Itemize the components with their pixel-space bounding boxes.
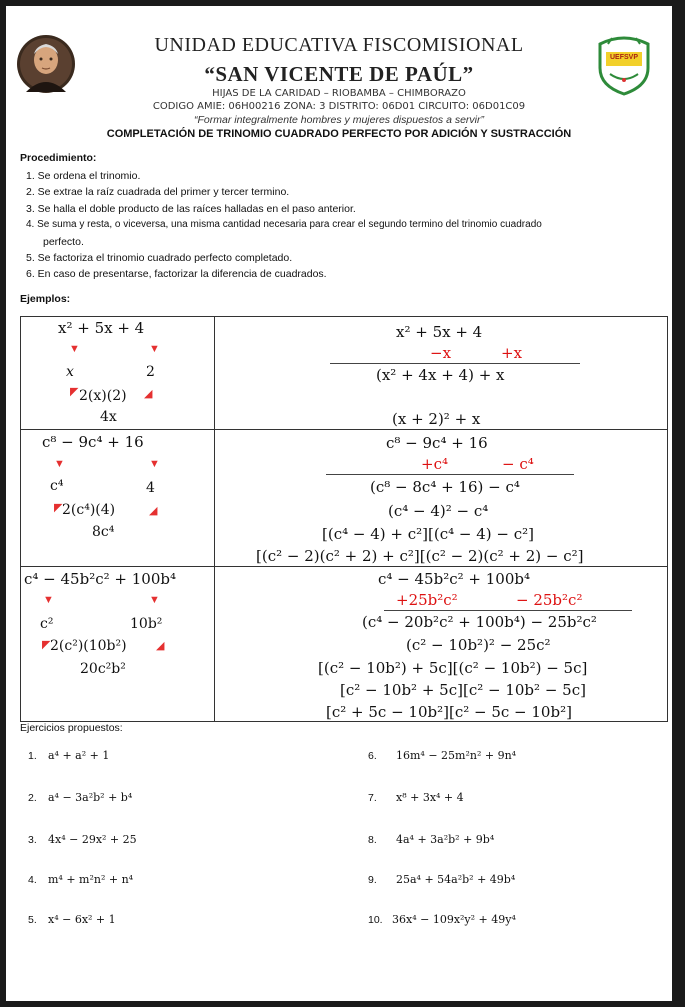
examples-row-divider-2 bbox=[20, 566, 667, 567]
ex1-root-1: x bbox=[66, 364, 74, 380]
examples-row-divider-1 bbox=[20, 429, 667, 430]
exercise-num-6: 6. bbox=[368, 750, 377, 762]
ex1-arrow-d: ◢ bbox=[144, 388, 153, 400]
ex1-r-result: (x + 2)² + x bbox=[392, 410, 481, 428]
exercise-expr-7: x⁸ + 3x⁴ + 4 bbox=[396, 791, 464, 804]
exercise-num-3: 3. bbox=[28, 834, 37, 846]
procedure-step-4: 4. Se suma y resta, o viceversa, una misma cantidad necesaria para crear el segundo termino del trinomio cuadrado bbox=[26, 219, 542, 230]
ex3-trinomial: c⁴ − 45b²c² + 100b⁴ bbox=[24, 570, 176, 588]
ex3-r-expanded: [c² − 10b² + 5c][c² − 10b² − 5c] bbox=[340, 681, 586, 699]
procedure-step-5: 5. Se factoriza el trinomio cuadrado perfecto completado. bbox=[26, 252, 293, 264]
exercise-expr-8: 4a⁴ + 3a²b² + 9b⁴ bbox=[396, 833, 495, 846]
ex2-root-2: 4 bbox=[146, 480, 155, 496]
ex2-root-1: c⁴ bbox=[50, 478, 64, 494]
procedure-step-6: 6. En caso de presentarse, factorizar la diferencia de cuadrados. bbox=[26, 268, 327, 280]
ex1-r-sub: −x bbox=[430, 344, 452, 362]
ex2-r-difference: [(c⁴ − 4) + c²][(c⁴ − 4) − c²] bbox=[322, 525, 534, 543]
ex3-root-1: c² bbox=[40, 616, 54, 632]
logo-text: UEFSVP bbox=[609, 54, 638, 61]
exercise-num-7: 7. bbox=[368, 792, 377, 804]
ex3-double-product: 2(c²)(10b²) bbox=[50, 638, 127, 654]
exercise-num-8: 8. bbox=[368, 834, 377, 846]
ex3-r-square: (c² − 10b²)² − 25c² bbox=[406, 636, 551, 654]
exercise-num-5: 5. bbox=[28, 914, 37, 926]
exercise-num-1: 1. bbox=[28, 750, 37, 762]
examples-heading: Ejemplos: bbox=[20, 293, 71, 305]
ex1-r-add: +x bbox=[501, 344, 523, 362]
exercise-num-4: 4. bbox=[28, 874, 37, 886]
ex3-r-sub: − 25b²c² bbox=[516, 591, 583, 609]
procedure-step-2: 2. Se extrae la raíz cuadrada del primer y tercer termino. bbox=[26, 186, 290, 198]
header-line-2: CODIGO AMIE: 06H00216 ZONA: 3 DISTRITO: 06D01 CIRCUITO: 06D01C09 bbox=[152, 101, 526, 112]
ex3-arrow-b: ▼ bbox=[149, 594, 160, 606]
header-line-1: HIJAS DE LA CARIDAD – RIOBAMBA – CHIMBORAZO bbox=[212, 88, 466, 99]
page-title: COMPLETACIÓN DE TRINOMIO CUADRADO PERFECTO POR ADICIÓN Y SUSTRACCIÓN bbox=[106, 128, 572, 140]
school-name: “SAN VICENTE DE PAÚL” bbox=[204, 62, 474, 86]
ex3-r-add: +25b²c² bbox=[396, 591, 458, 609]
ex3-r-group: (c⁴ − 20b²c² + 100b⁴) − 25b²c² bbox=[362, 613, 597, 631]
ex3-arrow-d: ◢ bbox=[156, 640, 165, 652]
ex2-r-sub: − c⁴ bbox=[502, 455, 534, 473]
procedure-heading: Procedimiento: bbox=[20, 152, 97, 164]
ex1-trinomial: x² + 5x + 4 bbox=[58, 319, 145, 337]
ex3-root-2: 10b² bbox=[130, 616, 163, 632]
exercise-expr-9: 25a⁴ + 54a²b² + 49b⁴ bbox=[396, 873, 516, 886]
ex1-arrow-b: ▼ bbox=[149, 343, 160, 355]
ex3-r-final: [c² + 5c − 10b²][c² − 5c − 10b²] bbox=[326, 703, 572, 721]
exercise-expr-5: x⁴ − 6x² + 1 bbox=[48, 913, 116, 926]
ex3-arrow-a: ▼ bbox=[43, 594, 54, 606]
ex1-arrow-a: ▼ bbox=[69, 343, 80, 355]
exercise-num-9: 9. bbox=[368, 874, 377, 886]
ex1-middle-term: 4x bbox=[100, 409, 117, 425]
exercise-expr-2: a⁴ − 3a²b² + b⁴ bbox=[48, 791, 133, 804]
ex2-r-rule bbox=[326, 474, 574, 475]
exercises-heading: Ejercicios propuestos: bbox=[20, 722, 123, 734]
ex2-r-final: [(c² − 2)(c² + 2) + c²][(c² − 2)(c² + 2) − c²] bbox=[256, 547, 584, 565]
ex2-arrow-b: ▼ bbox=[149, 458, 160, 470]
document-page bbox=[6, 6, 672, 1001]
procedure-step-1: 1. Se ordena el trinomio. bbox=[26, 170, 141, 182]
motto: “Formar integralmente hombres y mujeres dispuestos a servir” bbox=[193, 114, 485, 126]
ex3-middle-term: 20c²b² bbox=[80, 661, 126, 677]
ex3-r-trinomial: c⁴ − 45b²c² + 100b⁴ bbox=[378, 570, 530, 588]
procedure-step-3: 3. Se halla el doble producto de las raíces halladas en el paso anterior. bbox=[26, 203, 356, 215]
exercise-expr-10: 36x⁴ − 109x²y² + 49y⁴ bbox=[392, 913, 516, 926]
ex3-r-rule bbox=[384, 610, 632, 611]
ex1-arrow-c: ◤ bbox=[70, 386, 79, 398]
ex2-double-product: 2(c⁴)(4) bbox=[62, 502, 116, 518]
examples-column-divider bbox=[214, 316, 215, 721]
exercise-expr-6: 16m⁴ − 25m²n² + 9n⁴ bbox=[396, 749, 517, 762]
ex1-r-trinomial: x² + 5x + 4 bbox=[396, 323, 483, 341]
exercise-expr-1: a⁴ + a² + 1 bbox=[48, 749, 110, 762]
ex1-double-product: 2(x)(2) bbox=[79, 388, 127, 404]
exercise-expr-3: 4x⁴ − 29x² + 25 bbox=[48, 833, 137, 846]
ex3-arrow-c: ◤ bbox=[42, 639, 51, 651]
ex1-root-2: 2 bbox=[146, 364, 155, 380]
ex2-r-add: +c⁴ bbox=[421, 455, 448, 473]
ex3-r-difference: [(c² − 10b²) + 5c][(c² − 10b²) − 5c] bbox=[318, 659, 588, 677]
ex2-arrow-c: ◤ bbox=[54, 502, 63, 514]
exercise-num-10: 10. bbox=[368, 914, 383, 926]
ex1-r-group: (x² + 4x + 4) + x bbox=[376, 366, 505, 384]
ex2-arrow-a: ▼ bbox=[54, 458, 65, 470]
ex2-middle-term: 8c⁴ bbox=[92, 524, 115, 540]
ex2-r-group: (c⁸ − 8c⁴ + 16) − c⁴ bbox=[370, 478, 520, 496]
exercise-expr-4: m⁴ + m²n² + n⁴ bbox=[48, 873, 134, 886]
exercise-num-2: 2. bbox=[28, 792, 37, 804]
ex2-arrow-d: ◢ bbox=[149, 505, 158, 517]
school-heading: UNIDAD EDUCATIVA FISCOMISIONAL bbox=[154, 34, 524, 56]
procedure-step-4-cont: perfecto. bbox=[43, 236, 84, 248]
ex2-r-square: (c⁴ − 4)² − c⁴ bbox=[388, 502, 489, 520]
ex2-r-trinomial: c⁸ − 9c⁴ + 16 bbox=[386, 434, 488, 452]
ex2-trinomial: c⁸ − 9c⁴ + 16 bbox=[42, 433, 144, 451]
ex1-r-rule bbox=[330, 363, 580, 364]
